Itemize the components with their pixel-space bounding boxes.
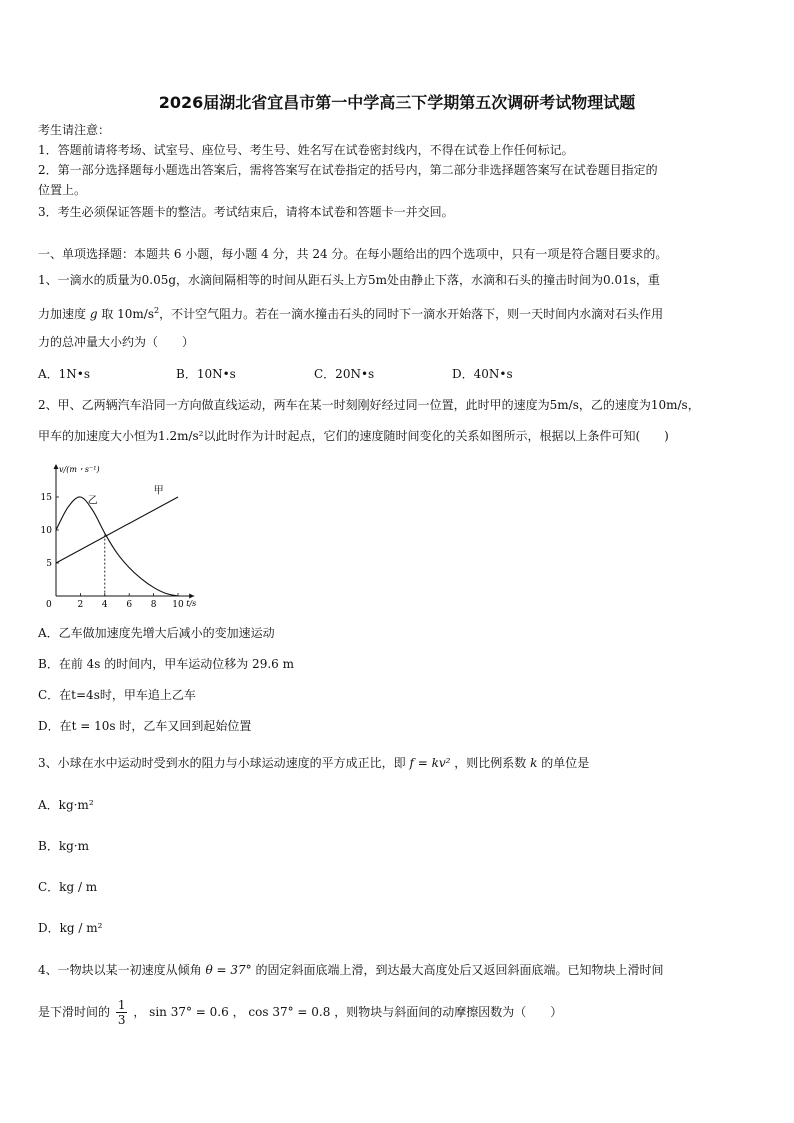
y-tick-label: 5 — [46, 559, 52, 569]
q1-option-c[interactable]: C．20N•s — [314, 367, 375, 381]
q2-option-b[interactable]: B．在前 4s 的时间内，甲车运动位移为 29.6 m — [38, 657, 294, 671]
x-tick-label: 10 — [172, 600, 184, 608]
q3-option-a[interactable]: A．kg·m² — [38, 798, 94, 812]
x-axis-label: t/s — [186, 599, 197, 608]
series-yi-curve — [56, 497, 178, 596]
notice-item: 位置上。 — [38, 183, 87, 197]
x-axis-arrow — [189, 594, 194, 599]
x-tick-label: 2 — [77, 600, 84, 608]
page-title: 2026届湖北省宜昌市第一中学高三下学期第五次调研考试物理试题 — [158, 93, 636, 112]
y-axis-arrow — [54, 464, 59, 469]
series-yi-label: 乙 — [87, 495, 98, 507]
q4-fraction: $\frac{1}{3}$ — [117, 998, 126, 1027]
section-heading: 一、单项选择题：本题共 6 小题，每小题 4 分，共 24 分。在每小题给出的四个选项中，只有一项是符合题目要求的。 — [38, 247, 668, 261]
q3-stem: 3、小球在水中运动时受到水的阻力与小球运动速度的平方成正比，即 f = kv² ，则比例系数 k 的单位是 — [38, 756, 590, 770]
q4-stem: 是下滑时间的 $\frac{1}{3}$ ， sin 37° = 0.6 ， cos 37° = 0.8 ，则物块与斜面间的动摩擦因数为（ ） — [38, 998, 563, 1027]
q3-formula: f = kv² — [409, 756, 451, 770]
q3-option-b[interactable]: B．kg·m — [38, 839, 89, 853]
q2-option-a[interactable]: A．乙车做加速度先增大后减小的变加速运动 — [38, 626, 275, 640]
q2-stem: 2、甲、乙两辆汽车沿同一方向做直线运动，两车在某一时刻刚好经过同一位置，此时甲的速度为5m/s，乙的速度为10m/s， — [38, 398, 700, 412]
q1-option-d[interactable]: D．40N•s — [452, 367, 513, 381]
notice-item: 3．考生必须保证答题卡的整洁。考试结束后，请将本试卷和答题卡一并交回。 — [38, 205, 454, 219]
notice-item: 1．答题前请将考场、试室号、座位号、考生号、姓名写在试卷密封线内，不得在试卷上作任何标记。 — [38, 143, 574, 157]
x-tick-label: 6 — [126, 600, 133, 608]
q2-stem: 甲车的加速度大小恒为1.2m/s²以此时作为计时起点，它们的速度随时间变化的关系如图所示，根据以上条件可知( ) — [38, 429, 669, 443]
q4-theta: θ = 37° — [205, 963, 252, 977]
y-axis-label: v/(m・s⁻¹) — [59, 465, 100, 474]
q1-stem: 力的总冲量大小约为（ ） — [38, 335, 195, 349]
q4-cos: cos 37° = 0.8 — [248, 1005, 331, 1019]
q2-option-c[interactable]: C．在t=4s时，甲车追上乙车 — [38, 688, 196, 702]
q4-stem: 4、一物块以某一初速度从倾角 θ = 37° 的固定斜面底端上滑，到达最大高度处后又返回斜面底端。已知物块上滑时间 — [38, 963, 664, 977]
q1-stem: 1、一滴水的质量为0.05g，水滴间隔相等的时间从距石头上方5m处由静止下落，水滴和石头的撞击时间为0.01s，重 — [38, 273, 660, 287]
q1-option-b[interactable]: B．10N•s — [176, 367, 236, 381]
q2-option-d[interactable]: D．在t = 10s 时，乙车又回到起始位置 — [38, 719, 252, 733]
q1-option-a[interactable]: A．1N•s — [38, 367, 91, 381]
velocity-time-chart — [40, 458, 210, 608]
q3-option-c[interactable]: C．kg / m — [38, 880, 98, 894]
x-tick-label: 4 — [101, 600, 108, 608]
notice-heading: 考生请注意： — [38, 123, 111, 137]
origin-label: 0 — [46, 600, 52, 608]
x-tick-label: 8 — [150, 600, 157, 608]
q4-sin: sin 37° = 0.6 — [149, 1005, 229, 1019]
y-tick-label: 10 — [40, 526, 52, 536]
q1-stem: 力加速度 g 取 $10m/s^2$，不计空气阻力。若在一滴水撞击石头的同时下一滴水开始落下，则一天时间内水滴对石头作用 — [38, 306, 664, 321]
series-jia-label: 甲 — [153, 485, 164, 497]
notice-item: 2．第一部分选择题每小题选出答案后，需将答案写在试卷指定的括号内，第二部分非选择题答案写在试卷题目指定的 — [38, 163, 658, 177]
q3-option-d[interactable]: D．kg / m² — [38, 921, 103, 935]
y-tick-label: 15 — [40, 493, 52, 503]
